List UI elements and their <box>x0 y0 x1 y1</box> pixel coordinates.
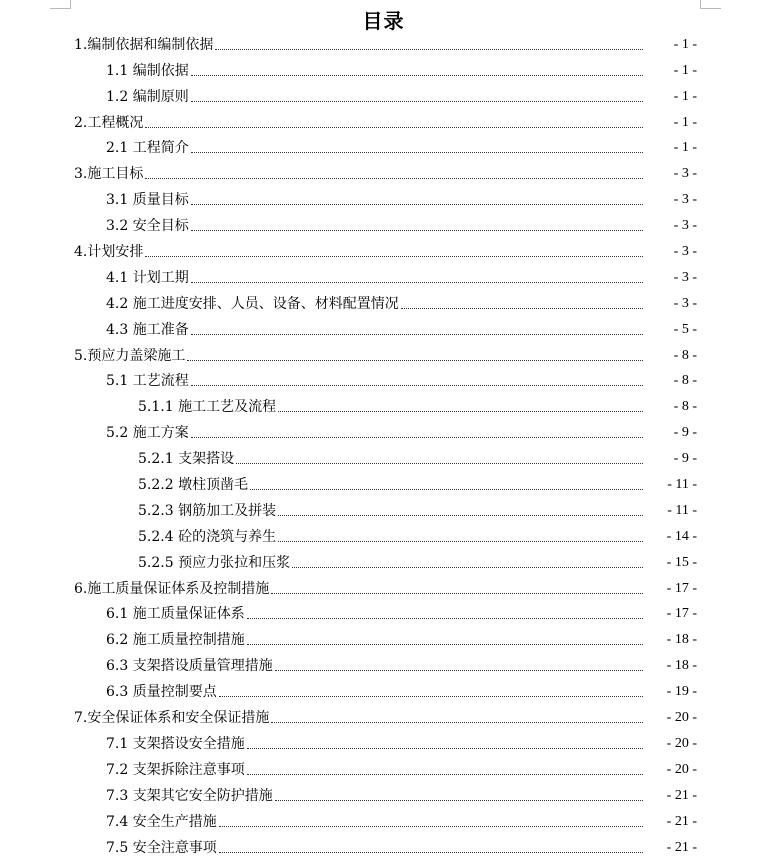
toc-entry[interactable] <box>106 602 767 628</box>
toc-dot-leader <box>236 463 643 464</box>
toc-page-number: - 17 - <box>666 606 697 622</box>
toc-dot-leader <box>247 774 643 775</box>
toc-entry-text[interactable]: 6.3 质量控制要点 <box>106 684 217 701</box>
toc-dot-leader <box>215 49 643 50</box>
toc-entry[interactable] <box>74 705 767 731</box>
toc-dot-leader <box>271 593 643 594</box>
toc-page-number: - 20 - <box>666 761 697 777</box>
toc-entry-text[interactable]: 7.安全保证体系和安全保证措施 <box>74 710 270 727</box>
toc-entry[interactable] <box>138 550 767 576</box>
toc-entry-text[interactable]: 3.施工目标 <box>74 166 144 183</box>
toc-dot-leader <box>191 152 643 153</box>
toc-page-number: - 20 - <box>666 710 697 726</box>
toc-entry[interactable] <box>106 809 767 835</box>
toc-dot-leader <box>145 127 643 128</box>
toc-page-number: - 17 - <box>666 580 697 596</box>
toc-dot-leader <box>278 515 643 516</box>
toc-page-number: - 8 - <box>673 373 697 389</box>
toc-page-number: - 21 - <box>666 839 697 855</box>
toc-page-number: - 11 - <box>667 502 697 518</box>
toc-entry[interactable] <box>106 653 767 679</box>
toc-entry[interactable] <box>106 317 767 343</box>
toc-page-number: - 9 - <box>673 451 697 467</box>
toc-page-number: - 14 - <box>666 528 697 544</box>
toc-entry-text[interactable]: 2.1 工程简介 <box>106 140 189 157</box>
toc-page-number: - 20 - <box>666 735 697 751</box>
toc-entry-text[interactable]: 6.施工质量保证体系及控制措施 <box>74 580 270 597</box>
toc-entry[interactable] <box>106 187 767 213</box>
toc-entry[interactable] <box>106 369 767 395</box>
toc-entry-text[interactable]: 3.1 质量目标 <box>106 192 189 209</box>
toc-entry[interactable] <box>106 757 767 783</box>
toc-page-number: - 1 - <box>673 88 697 104</box>
toc-entry-text[interactable]: 6.3 支架搭设质量管理措施 <box>106 658 273 675</box>
toc-page-number: - 1 - <box>673 140 697 156</box>
toc-entry-text[interactable]: 5.1.1 施工工艺及流程 <box>138 399 277 416</box>
toc-page-number: - 11 - <box>667 477 697 493</box>
toc-entry-text[interactable]: 7.3 支架其它安全防护措施 <box>106 787 273 804</box>
toc-page-number: - 18 - <box>666 632 697 648</box>
toc-page-number: - 3 - <box>673 166 697 182</box>
toc-page-number: - 8 - <box>673 399 697 415</box>
toc-entry-text[interactable]: 7.4 安全生产措施 <box>106 813 217 830</box>
toc-entry-text[interactable]: 7.1 支架搭设安全措施 <box>106 735 245 752</box>
toc-page-number: - 21 - <box>666 787 697 803</box>
toc-entry-text[interactable]: 4.1 计划工期 <box>106 269 189 286</box>
toc-dot-leader <box>275 670 643 671</box>
toc-dot-leader <box>271 722 643 723</box>
toc-entry-text[interactable]: 6.1 施工质量保证体系 <box>106 606 245 623</box>
toc-entry[interactable] <box>138 472 767 498</box>
toc-entry-text[interactable]: 1.1 编制依据 <box>106 62 189 79</box>
toc-entry[interactable] <box>106 783 767 809</box>
toc-entry[interactable] <box>106 213 767 239</box>
toc-dot-leader <box>401 308 643 309</box>
toc-page-number: - 21 - <box>666 813 697 829</box>
toc-entry-text[interactable]: 5.预应力盖梁施工 <box>74 347 186 364</box>
toc-dot-leader <box>191 385 643 386</box>
toc-dot-leader <box>247 644 643 645</box>
toc-dot-leader <box>191 101 643 102</box>
toc-dot-leader <box>247 618 643 619</box>
toc-entry[interactable] <box>74 343 767 369</box>
toc-entry[interactable] <box>106 679 767 705</box>
toc-page-number: - 1 - <box>673 62 697 78</box>
toc-dot-leader <box>191 75 643 76</box>
toc-entry[interactable] <box>106 291 767 317</box>
toc-entry-text[interactable]: 4.2 施工进度安排、人员、设备、材料配置情况 <box>106 295 399 312</box>
toc-page-number: - 19 - <box>666 684 697 700</box>
toc-page-number: - 3 - <box>673 244 697 260</box>
toc-entry[interactable] <box>106 265 767 291</box>
toc-dot-leader <box>250 489 643 490</box>
toc-page-number: - 3 - <box>673 269 697 285</box>
toc-page-number: - 3 - <box>673 295 697 311</box>
toc-dot-leader <box>191 282 643 283</box>
toc-entry[interactable] <box>106 58 767 84</box>
toc-entry[interactable] <box>106 420 767 446</box>
toc-dot-leader <box>187 360 643 361</box>
toc-dot-leader <box>219 852 643 853</box>
toc-entry[interactable] <box>138 394 767 420</box>
toc-entry[interactable] <box>106 835 767 861</box>
toc-entry-text[interactable]: 4.3 施工准备 <box>106 321 189 338</box>
toc-entry-text[interactable]: 1.2 编制原则 <box>106 88 189 105</box>
toc-dot-leader <box>278 411 643 412</box>
toc-entry-text[interactable]: 2.工程概况 <box>74 114 144 131</box>
toc-entry[interactable] <box>106 84 767 110</box>
toc-entry[interactable] <box>74 32 767 58</box>
toc-page-number: - 3 - <box>673 192 697 208</box>
toc-entry[interactable] <box>74 161 767 187</box>
toc-page-number: - 1 - <box>673 114 697 130</box>
toc-entry-text[interactable]: 4.计划安排 <box>74 244 144 261</box>
toc-dot-leader <box>145 178 643 179</box>
toc-entry-text[interactable]: 7.2 支架拆除注意事项 <box>106 761 245 778</box>
toc-page-number: - 15 - <box>666 554 697 570</box>
toc-entry[interactable] <box>138 524 767 550</box>
toc-page-number: - 9 - <box>673 425 697 441</box>
toc-dot-leader <box>191 230 643 231</box>
toc-page-number: - 18 - <box>666 658 697 674</box>
toc-dot-leader <box>145 256 643 257</box>
toc-page-number: - 5 - <box>673 321 697 337</box>
toc-entry-text[interactable]: 5.1 工艺流程 <box>106 373 189 390</box>
toc-dot-leader <box>191 437 643 438</box>
toc-entry[interactable] <box>138 498 767 524</box>
toc-dot-leader <box>292 567 643 568</box>
toc-entry-text[interactable]: 5.2.2 墩柱顶凿毛 <box>138 477 249 494</box>
toc-dot-leader <box>191 204 643 205</box>
toc-dot-leader <box>275 800 643 801</box>
toc-entry[interactable] <box>106 627 767 653</box>
toc-entry-text[interactable]: 7.5 安全注意事项 <box>106 839 217 856</box>
toc-list <box>0 32 767 861</box>
toc-entry[interactable] <box>74 239 767 265</box>
toc-dot-leader <box>219 696 643 697</box>
toc-page-number: - 8 - <box>673 347 697 363</box>
toc-entry[interactable] <box>138 446 767 472</box>
toc-title: 目录 <box>362 9 405 33</box>
toc-entry[interactable] <box>74 110 767 136</box>
toc-entry-text[interactable]: 5.2.1 支架搭设 <box>138 451 235 468</box>
toc-entry-text[interactable]: 5.2 施工方案 <box>106 425 189 442</box>
toc-entry-text[interactable]: 6.2 施工质量控制措施 <box>106 632 245 649</box>
toc-entry-text[interactable]: 1.编制依据和编制依据 <box>74 36 214 53</box>
toc-dot-leader <box>219 826 643 827</box>
toc-entry-text[interactable]: 5.2.4 砼的浇筑与养生 <box>138 528 277 545</box>
toc-entry-text[interactable]: 3.2 安全目标 <box>106 218 189 235</box>
toc-dot-leader <box>191 334 643 335</box>
toc-entry[interactable] <box>74 576 767 602</box>
toc-page-number: - 3 - <box>673 218 697 234</box>
toc-entry[interactable] <box>106 731 767 757</box>
toc-dot-leader <box>278 541 643 542</box>
toc-page-number: - 1 - <box>673 36 697 52</box>
toc-dot-leader <box>247 748 643 749</box>
toc-entry-text[interactable]: 5.2.3 钢筋加工及拼装 <box>138 502 277 519</box>
toc-entry[interactable] <box>106 136 767 162</box>
toc-entry-text[interactable]: 5.2.5 预应力张拉和压浆 <box>138 554 291 571</box>
